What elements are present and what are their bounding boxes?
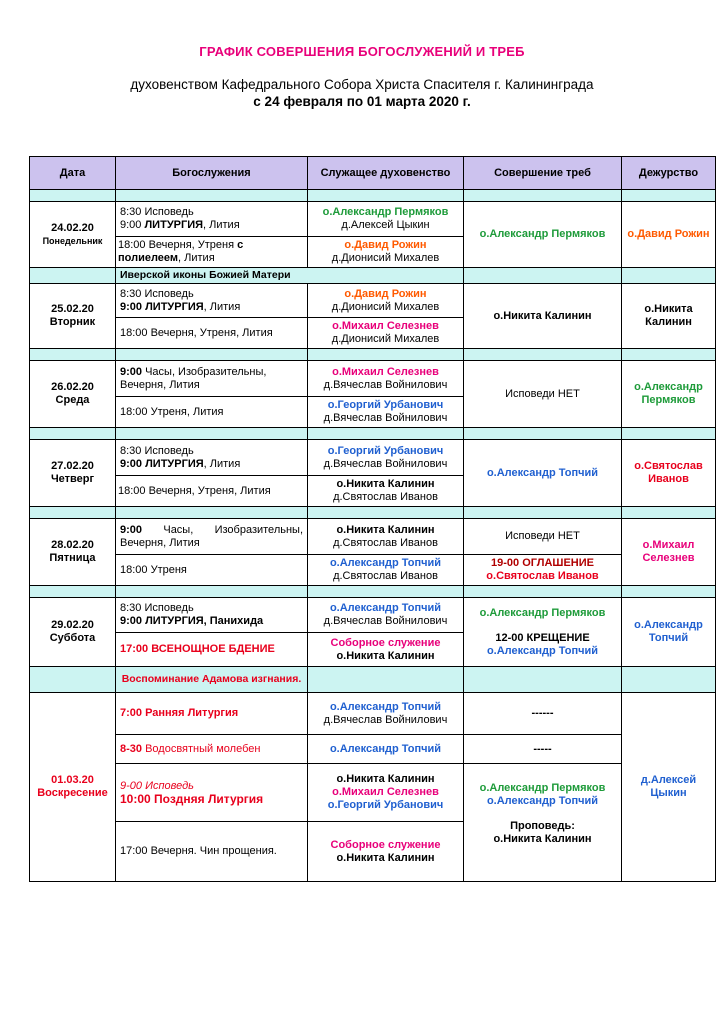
clergy-cell (308, 693, 464, 735)
treby-event: 19-00 ОГЛАШЕНИЕ (491, 557, 594, 569)
priest-name: о.Никита Калинин (336, 851, 435, 864)
deacon-name: д.Святослав Иванов (333, 536, 438, 549)
clergy-cell (308, 361, 464, 397)
clergy-cell (308, 202, 464, 237)
clergy-cell (308, 237, 464, 268)
feast-row (30, 667, 716, 693)
schedule-table (29, 156, 716, 882)
spacer-row (30, 349, 716, 361)
deacon-name: д.Дионисий Михалев (331, 333, 440, 345)
date-value: 27.02.20 (51, 460, 94, 472)
deacon-name: д.Вячеслав Войнилович (323, 615, 448, 627)
weekday: Воскресение (37, 787, 108, 799)
col-treby: Совершение треб (464, 157, 622, 190)
priest-name: о.Александр Топчий (329, 700, 442, 713)
priest-name: о.Михаил Селезнев (332, 786, 439, 798)
duty-cell: д.Алексей Цыкин (622, 693, 716, 882)
service-name: с полиелеем (118, 239, 244, 264)
feast-label: Воспоминание Адамова изгнания. (116, 667, 308, 693)
date-value: 01.03.20 (51, 774, 94, 786)
service-cell: 17:00 ВСЕНОЩНОЕ БДЕНИЕ (116, 633, 308, 667)
col-services: Богослужения (116, 157, 308, 190)
spacer-row (30, 507, 716, 519)
feast-label: Иверской иконы Божией Матери (116, 268, 464, 284)
priest-name: о.Георгий Урбанович (327, 799, 444, 811)
service-cell: 17:00 Вечерня. Чин прощения. (116, 822, 308, 882)
duty-cell: о.Михаил Селезнев (622, 519, 716, 586)
service-time: 9:00 (120, 219, 145, 231)
service-line: 8:30 Исповедь (120, 206, 194, 218)
deacon-name: д.Дионисий Михалев (331, 252, 440, 264)
priest-name: о.Давид Рожин (344, 239, 427, 251)
clergy-cell (308, 284, 464, 318)
service-line: 8:30 Исповедь (120, 602, 194, 614)
weekday: Четверг (50, 473, 95, 485)
feast-row (30, 268, 716, 284)
spacer-row (30, 586, 716, 598)
service-cell (116, 735, 308, 764)
table-row (30, 764, 716, 822)
weekday: Суббота (49, 632, 96, 644)
deacon-name: д.Вячеслав Войнилович (323, 378, 448, 391)
date-cell (30, 202, 116, 268)
table-row (30, 361, 716, 397)
sermon-label: Проповедь: (510, 820, 575, 832)
service-cell (116, 693, 308, 735)
service-cell (116, 519, 308, 555)
priest-name: о.Никита Калинин (336, 773, 435, 785)
duty-cell: о.Никита Калинин (622, 284, 716, 349)
service-line: Часы, Изобразительны, Вечерня, Лития (120, 365, 267, 391)
treby-cell: о.Александр Пермяков (464, 202, 622, 268)
service-cell: 18:00 Утреня, Лития (116, 397, 308, 428)
deacon-name: д.Алексей Цыкин (341, 219, 430, 231)
treby-priest: о.Александр Пермяков (479, 782, 606, 794)
deacon-name: д.Святослав Иванов (333, 570, 438, 582)
clergy-cell (308, 440, 464, 476)
service-time: 7:00 (120, 707, 143, 719)
service-cell (116, 202, 308, 237)
treby-priest: о.Александр Топчий (486, 644, 599, 657)
treby-cell: о.Александр Топчий (464, 440, 622, 507)
treby-cell (464, 555, 622, 586)
page-period: с 24 февраля по 01 марта 2020 г. (253, 94, 471, 109)
clergy-cell (308, 397, 464, 428)
date-value: 29.02.20 (51, 619, 94, 631)
col-date: Дата (30, 157, 116, 190)
clergy-cell (308, 764, 464, 822)
clergy-cell (308, 519, 464, 555)
table-row (30, 598, 716, 633)
table-row (30, 555, 716, 586)
service-line: Часы, Изобразительны, Вечерня, Лития (120, 523, 303, 549)
service-time: 8-30 (120, 742, 143, 755)
page-title: ГРАФИК СОВЕРШЕНИЯ БОГОСЛУЖЕНИЙ И ТРЕБ (199, 44, 525, 59)
priest-name: о.Александр Пермяков (322, 206, 449, 218)
date-cell (30, 598, 116, 667)
date-cell (30, 519, 116, 586)
table-row (30, 693, 716, 735)
table-row (30, 519, 716, 555)
priest-name: о.Никита Калинин (336, 523, 435, 536)
service-line: 18:00 Вечерня, Утреня (118, 239, 238, 251)
date-value: 26.02.20 (51, 381, 94, 393)
treby-priest: о.Святослав Иванов (486, 570, 599, 582)
duty-cell: о.Святослав Иванов (622, 440, 716, 507)
page-subtitle: духовенством Кафедрального Собора Христа Спасителя г. Калининграда (130, 77, 594, 92)
service-name: 10:00 Поздняя Литургия (120, 791, 264, 806)
service-cell (116, 284, 308, 318)
weekday: Среда (55, 394, 90, 406)
deacon-name: д.Дионисий Михалев (331, 300, 440, 313)
service-time: 9:00 (120, 523, 143, 536)
treby-cell: о.Никита Калинин (464, 284, 622, 349)
treby-cell: Исповеди НЕТ (464, 519, 622, 555)
service-name: ЛИТУРГИЯ (144, 219, 204, 231)
service-extra: , Лития (203, 457, 241, 470)
weekday: Понедельник (42, 235, 103, 246)
deacon-name: д.Вячеслав Войнилович (323, 457, 448, 470)
clergy-cell (308, 555, 464, 586)
service-extra: , Лития (178, 252, 215, 264)
date-cell (30, 693, 116, 882)
sobor-service: Соборное служение (330, 636, 441, 649)
priest-name: о.Давид Рожин (344, 287, 427, 300)
service-name: Ранняя Литургия (142, 707, 239, 719)
service-cell: 18:00 Утреня (116, 555, 308, 586)
treby-cell: Исповеди НЕТ (464, 361, 622, 428)
date-cell (30, 361, 116, 428)
clergy-cell (308, 476, 464, 507)
table-row (30, 284, 716, 318)
date-value: 25.02.20 (51, 303, 94, 315)
treby-cell: ------ (464, 693, 622, 735)
clergy-cell (308, 822, 464, 882)
priest-name: о.Александр Топчий (329, 557, 442, 569)
spacer-row (30, 190, 716, 202)
service-cell (116, 764, 308, 822)
service-name: 9:00 ЛИТУРГИЯ, Панихида (120, 615, 264, 627)
deacon-name: д.Вячеслав Войнилович (323, 713, 448, 726)
treby-priest: о.Александр Пермяков (479, 606, 606, 619)
col-duty: Дежурство (622, 157, 716, 190)
duty-cell: о.Александр Топчий (622, 598, 716, 667)
spacer-row (30, 428, 716, 440)
clergy-cell: о.Александр Топчий (308, 735, 464, 764)
treby-cell (464, 598, 622, 667)
date-value: 28.02.20 (51, 539, 94, 551)
date-cell (30, 284, 116, 349)
treby-priest: о.Александр Топчий (486, 795, 599, 807)
duty-cell: о.Александр Пермяков (622, 361, 716, 428)
service-cell (116, 598, 308, 633)
service-cell (116, 440, 308, 476)
date-value: 24.02.20 (51, 221, 94, 234)
service-cell (116, 361, 308, 397)
priest-name: о.Михаил Селезнев (332, 365, 439, 378)
sermon-priest: о.Никита Калинин (493, 833, 592, 845)
service-cell: 18:00 Вечерня, Утреня, Лития (116, 476, 308, 507)
clergy-cell (308, 598, 464, 633)
table-header-row (30, 157, 716, 190)
service-name: 9:00 ЛИТУРГИЯ (120, 457, 204, 470)
priest-name: о.Александр Топчий (329, 602, 442, 614)
service-cell (116, 237, 308, 268)
duty-cell: о.Давид Рожин (622, 202, 716, 268)
clergy-cell (308, 633, 464, 667)
priest-name: о.Михаил Селезнев (332, 320, 439, 332)
service-line: 9-00 Исповедь (120, 779, 194, 792)
col-clergy: Служащее духовенство (308, 157, 464, 190)
deacon-name: д.Вячеслав Войнилович (323, 412, 448, 424)
service-name: 9:00 ЛИТУРГИЯ (120, 300, 204, 313)
service-extra: , Лития (203, 219, 240, 231)
table-row (30, 735, 716, 764)
service-time: 9:00 (120, 365, 143, 378)
priest-name: о.Никита Калинин (336, 649, 435, 662)
service-name: Водосвятный молебен (142, 742, 261, 755)
table-row (30, 202, 716, 237)
table-row (30, 440, 716, 476)
date-cell (30, 440, 116, 507)
clergy-cell (308, 318, 464, 349)
priest-name: о.Никита Калинин (336, 478, 435, 490)
weekday: Пятница (49, 552, 96, 564)
treby-event: 12-00 КРЕЩЕНИЕ (495, 631, 590, 644)
service-line: 8:30 Исповедь (120, 444, 194, 457)
priest-name: о.Георгий Урбанович (327, 399, 444, 411)
service-extra: , Лития (203, 300, 241, 313)
sobor-service: Соборное служение (330, 838, 441, 851)
treby-cell (464, 764, 622, 882)
deacon-name: д.Святослав Иванов (333, 491, 438, 503)
service-cell: 18:00 Вечерня, Утреня, Лития (116, 318, 308, 349)
priest-name: о.Георгий Урбанович (327, 444, 444, 457)
treby-cell: ----- (464, 735, 622, 764)
service-line: 8:30 Исповедь (120, 287, 194, 300)
weekday: Вторник (49, 316, 96, 328)
